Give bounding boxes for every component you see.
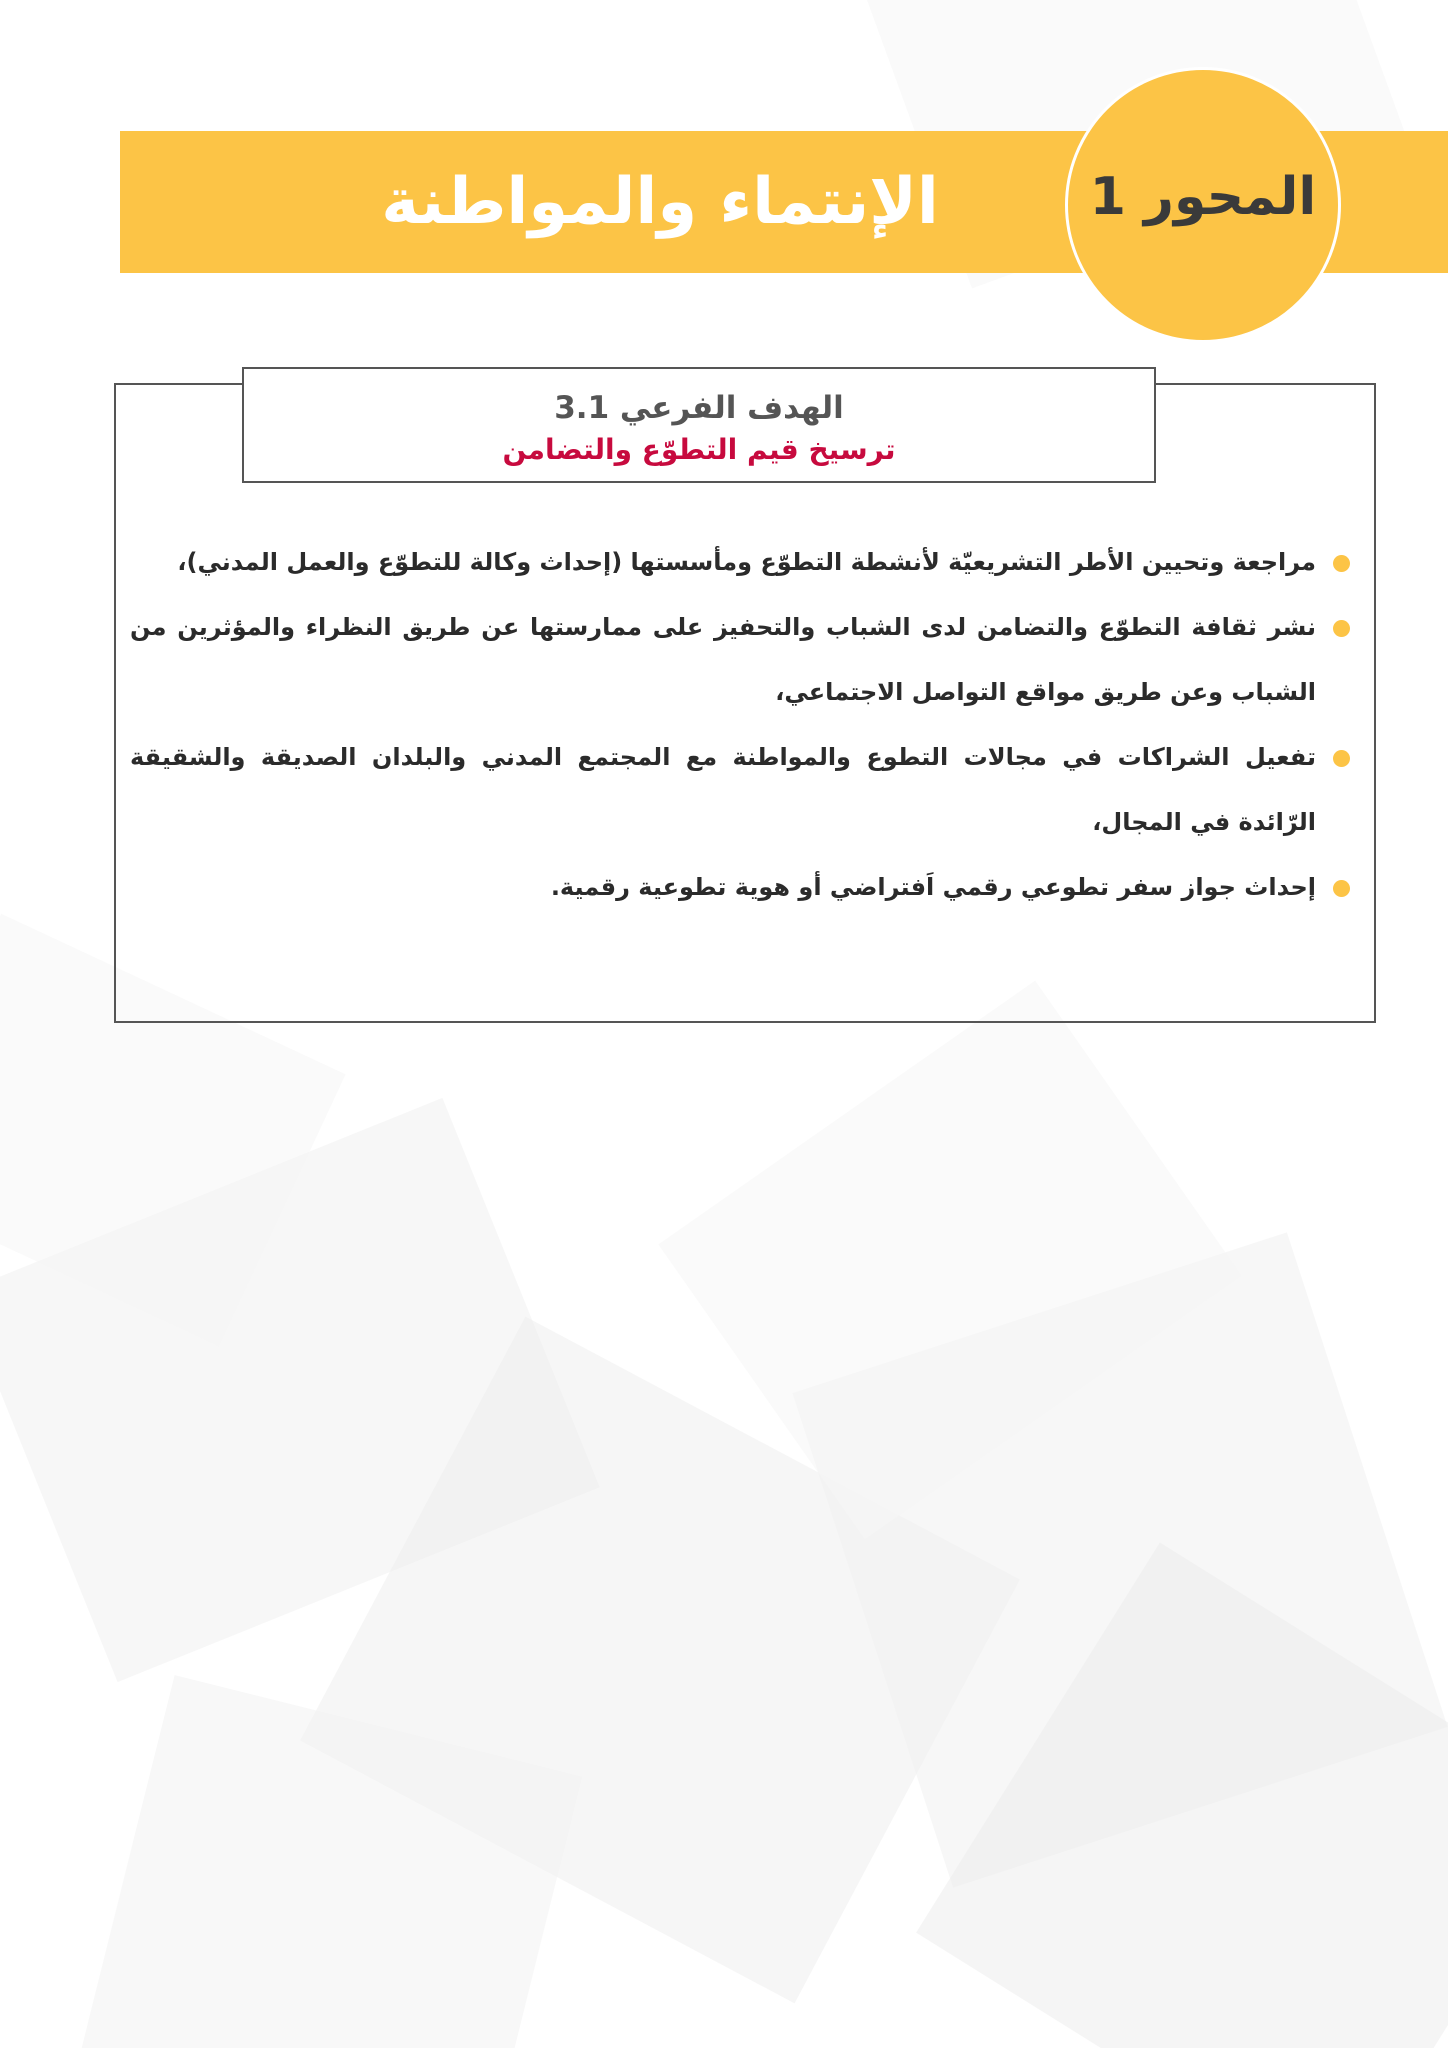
objective-number: الهدف الفرعي 3.1 xyxy=(554,390,844,426)
list-item-text: نشر ثقافة التطوّع والتضامن لدى الشباب والتحفيز على ممارستها عن طريق النظراء والمؤثرين من الشباب وعن طريق مواقع التواصل الاجتماعي، xyxy=(130,613,1316,706)
list-item xyxy=(130,595,1352,725)
bullet-dot-icon xyxy=(1333,880,1350,897)
action-list xyxy=(130,530,1352,920)
axis-label: المحور 1 xyxy=(1089,167,1317,227)
objective-title: ترسيخ قيم التطوّع والتضامن xyxy=(502,433,896,466)
bullet-dot-icon xyxy=(1333,750,1350,767)
list-item-text: مراجعة وتحيين الأطر التشريعيّة لأنشطة التطوّع ومأسستها (إحداث وكالة للتطوّع والعمل المدني)، xyxy=(177,548,1316,576)
objective-header xyxy=(242,367,1156,483)
axis-badge xyxy=(1065,67,1341,343)
list-item xyxy=(130,855,1352,920)
bullet-dot-icon xyxy=(1333,620,1350,637)
bullet-dot-icon xyxy=(1333,555,1350,572)
list-item-text: تفعيل الشراكات في مجالات التطوع والمواطنة مع المجتمع المدني والبلدان الصديقة والشقيقة الرّائدة في المجال، xyxy=(130,743,1316,836)
list-item xyxy=(130,725,1352,855)
list-item xyxy=(130,530,1352,595)
list-item-text: إحداث جواز سفر تطوعي رقمي اَفتراضي أو هوية تطوعية رقمية. xyxy=(550,873,1316,901)
page-title: الإنتماء والمواطنة xyxy=(381,165,939,239)
